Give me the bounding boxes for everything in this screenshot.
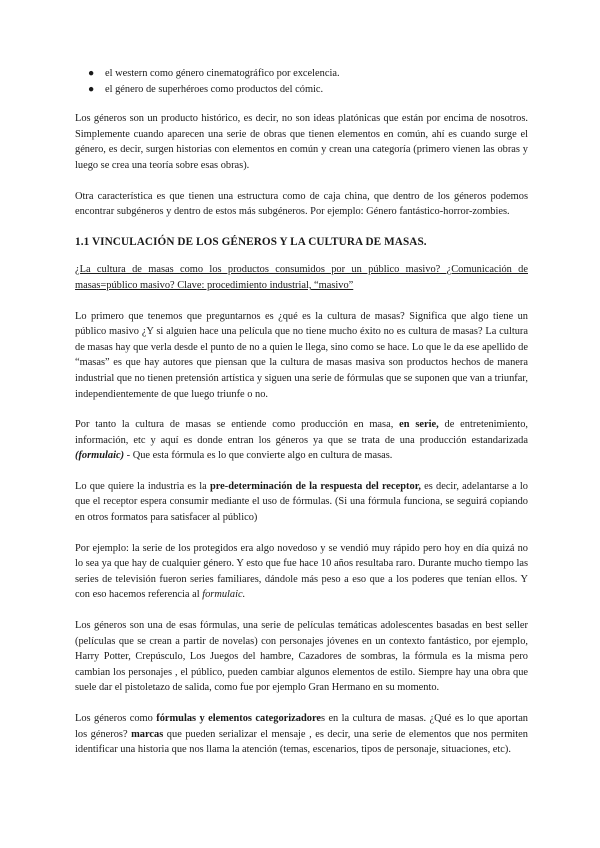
paragraph-genres-historical: Los géneros son un producto histórico, es decir, no son ideas platónicas que están por encima de nosotros. Simplemente cuando aparecen una serie de obras que tienen elementos en común, ahí es cuando surge el género, es decir, surgen historias con elementos en común y crean una categoría (primero vienen las obras y luego se crea una teoría sobre esas obras). bbox=[75, 113, 528, 171]
paragraph-example: Por ejemplo: la serie de los protegidos era algo novedoso y se vendió muy rápido pero hoy en día quizá no lo sea ya que hay de cualquier género. Y esto que fue hace 10 años resultaba raro. Durante mucho tiempo las series de televisión fueron series familiares, dándole más peso a eso que a los poderes que tenían ellos. Y con eso hacemos referencia al formulaic. bbox=[75, 542, 528, 601]
list-item: ● el género de superhéroes como productos del cómic. bbox=[75, 82, 528, 98]
paragraph-predetermination: Lo que quiere la industria es la pre-determinación de la respuesta del receptor, es decir, adelantarse a lo que el receptor espera consumir mediante el uso de fórmulas. (Si una fórmula funciona, se seguirá copiando en otros formatos para satisfacer al público) bbox=[75, 480, 528, 524]
question-line: ¿La cultura de masas como los productos consumidos por un público masivo? ¿Comunicación de masas=público masivo? Clave: procedimiento industrial, “masivo” bbox=[75, 264, 528, 291]
paragraph-mass-culture: Lo primero que tenemos que preguntarnos es ¿qué es la cultura de masas? Significa que algo tiene un público masivo ¿Y si alguien hace una película que no tiene mucho éxito no es cultura de masas? La cultura de masas hay que verla desde el punto de no a quien le llega, sino como se hace. Lo que le da ese apellido de “masas” es que hay autores que piensan que la cultura de masas masiva son productos hechos de manera industrial que no tienen pretensión artística y siguen una serie de fórmulas que se suponen que van a triunfar, independientemente de que luego triunfe o no. bbox=[75, 310, 528, 400]
paragraph-mass-production: Por tanto la cultura de masas se entiende como producción en masa, en serie, de entretenimiento, información, etc y aquí es donde entran los géneros ya que se trata de una producción estandarizada (formulaic) - Que esta fórmula es lo que convierte algo en cultura de masas. bbox=[75, 419, 528, 462]
paragraph-chinese-box: Otra característica es que tienen una estructura como de caja china, que dentro de los géneros podemos encontrar subgéneros y dentro de estos más subgéneros. Por ejemplo: Género fantástico-horror-zombies. bbox=[75, 190, 528, 218]
bullet-icon: ● bbox=[88, 68, 95, 79]
bullet-icon: ● bbox=[88, 83, 95, 95]
bullet-list bbox=[75, 66, 528, 97]
paragraph-categorizers: Los géneros como fórmulas y elementos categorizadores en la cultura de masas. ¿Qué es lo que aportan los géneros? marcas que pueden serializar el mensaje , es decir, una serie de elementos que nos permiten identificar una historia que nos llama la atención (temas, escenarios, tipos de personaje, situaciones, etc). bbox=[75, 713, 528, 756]
section-heading: 1.1 VINCULACIÓN DE LOS GÉNEROS Y LA CULTURA DE MASAS. bbox=[75, 235, 427, 248]
list-item: ● el western como género cinematográfico por excelencia. bbox=[75, 66, 528, 82]
paragraph-formulas: Los géneros son una de esas fórmulas, una serie de películas temáticas adolescentes basadas en best seller (películas que se crean a partir de novelas) con personajes jóvenes en un contexto fantástico, por ejemplo, Harry Potter, Crepúsculo, Los Juegos del hambre, Cazadores de sombras, la fórmula es la misma pero cambian los personajes , el público, pueden cambiar algunos elementos de estilo. Siempre hay una obra que suele dar el pistoletazo de salida, como fue por ejemplo Gran Hermano en su momento. bbox=[75, 620, 528, 694]
